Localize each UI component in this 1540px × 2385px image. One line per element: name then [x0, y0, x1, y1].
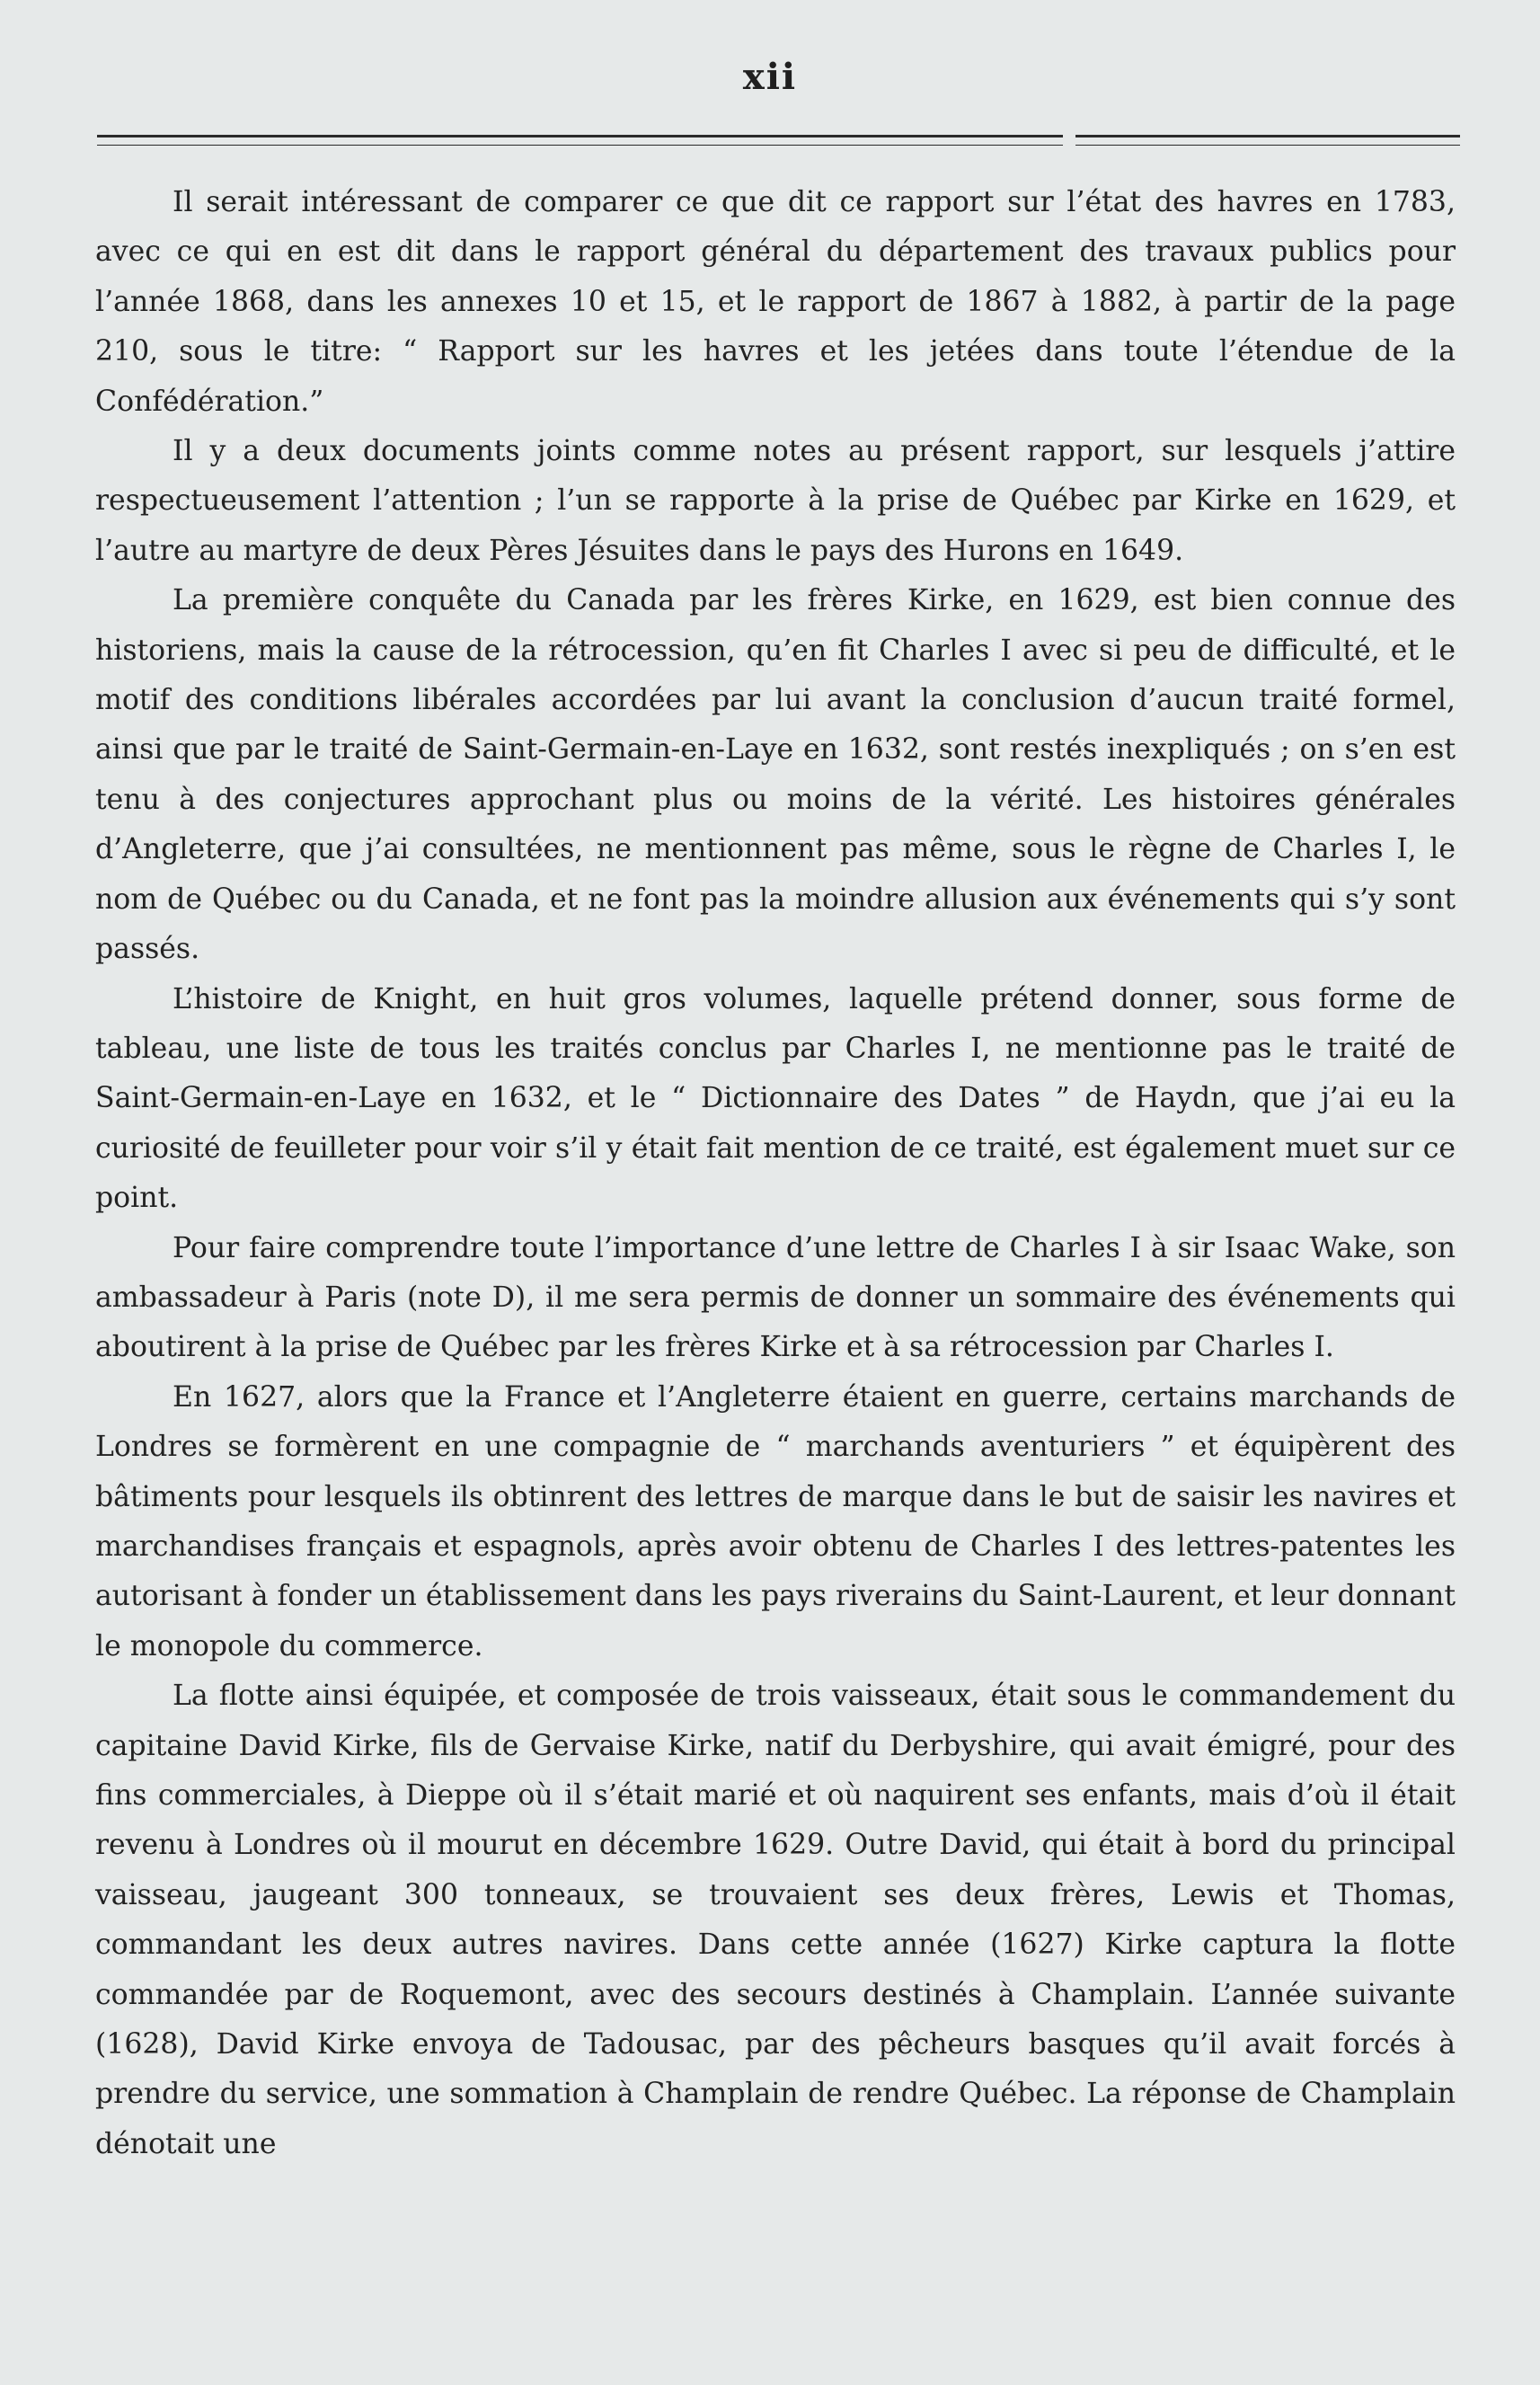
paragraph: La flotte ainsi équipée, et composée de trois vaisseaux, était sous le commandement du capitaine David Kirke, fils de Gervaise Kirke, natif du Derbyshire, qui avait émigré, pour des fins commerciales, à Dieppe où il s’était marié et où naquirent ses enfants, mais d’où il était revenu à Londres où il mourut en décembre 1629. Outre David, qui était à bord du principal vaisseau, jaugeant 300 tonneaux, se trouvaient ses deux frères, Lewis et Thomas, commandant les deux autres navires. Dans cette année (1627) Kirke captura la flotte commandée par de Roquemont, avec des secours destinés à Champlain. L’année suivante (1628), David Kirke envoya de Tadousac, par des pêcheurs basques qu’il avait forcés à prendre du service, une sommation à Champlain de rendre Québec. La réponse de Champlain dénotait une	[95, 1680, 1456, 2160]
paragraph: L’histoire de Knight, en huit gros volumes, laquelle prétend donner, sous forme de tableau, une liste de tous les traités conclus par Charles I, ne mentionne pas le traité de Saint-Germain-en-Laye en 1632, et le “ Dictionnaire des Dates ” de Haydn, que j’ai eu la curiosité de feuilleter pour voir s’il y était fait mention de ce traité, est également muet sur ce point.	[95, 982, 1456, 1215]
header-rule-left	[97, 135, 1063, 146]
paragraph: Pour faire comprendre toute l’importance d’une lettre de Charles I à sir Isaac Wake, son ambassadeur à Paris (note D), il me sera permis de donner un sommaire des événements qui aboutirent à la prise de Québec par les frères Kirke et à sa rétrocession par Charles I.	[95, 1231, 1456, 1364]
paragraph: La première conquête du Canada par les frères Kirke, en 1629, est bien connue des historiens, mais la cause de la rétrocession, qu’en fit Charles I avec si peu de difficulté, et le motif des conditions libérales accordées par lui avant la conclusion d’aucun traité formel, ainsi que par le traité de Saint-Germain-en-Laye en 1632, sont restés inexpliqués ; on s’en est tenu à des conjectures approchant plus ou moins de la vérité. Les histoires générales d’Angleterre, que j’ai consultées, ne mentionnent pas même, sous le règne de Charles I, le nom de Québec ou du Canada, et ne font pas la moindre allusion aux événements qui s’y sont passés.	[95, 584, 1456, 966]
paragraph: Il serait intéressant de comparer ce que dit ce rapport sur l’état des havres en 1783, avec ce qui en est dit dans le rapport général du département des travaux publics pour l’année 1868, dans les annexes 10 et 15, et le rapport de 1867 à 1882, à partir de la page 210, sous le titre: “ Rapport sur les havres et les jetées dans toute l’étendue de la Confédération.”	[95, 186, 1456, 418]
paragraph: En 1627, alors que la France et l’Angleterre étaient en guerre, certains marchands de Londres se formèrent en une compagnie de “ marchands aventuriers ” et équipèrent des bâtiments pour lesquels ils obtinrent des lettres de marque dans le but de saisir les navires et marchandises français et espagnols, après avoir obtenu de Charles I des lettres-patentes les autorisant à fonder un établissement dans les pays riverains du Saint-Laurent, et leur donnant le monopole du commerce.	[95, 1380, 1456, 1662]
paragraph: Il y a deux documents joints comme notes au présent rapport, sur lesquels j’attire respectueusement l’attention ; l’un se rapporte à la prise de Québec par Kirke en 1629, et l’autre au martyre de deux Pères Jésuites dans le pays des Hurons en 1649.	[95, 435, 1456, 567]
header-rule-right	[1075, 135, 1460, 146]
body-text	[95, 178, 1456, 2169]
page-number: xii	[742, 56, 798, 98]
